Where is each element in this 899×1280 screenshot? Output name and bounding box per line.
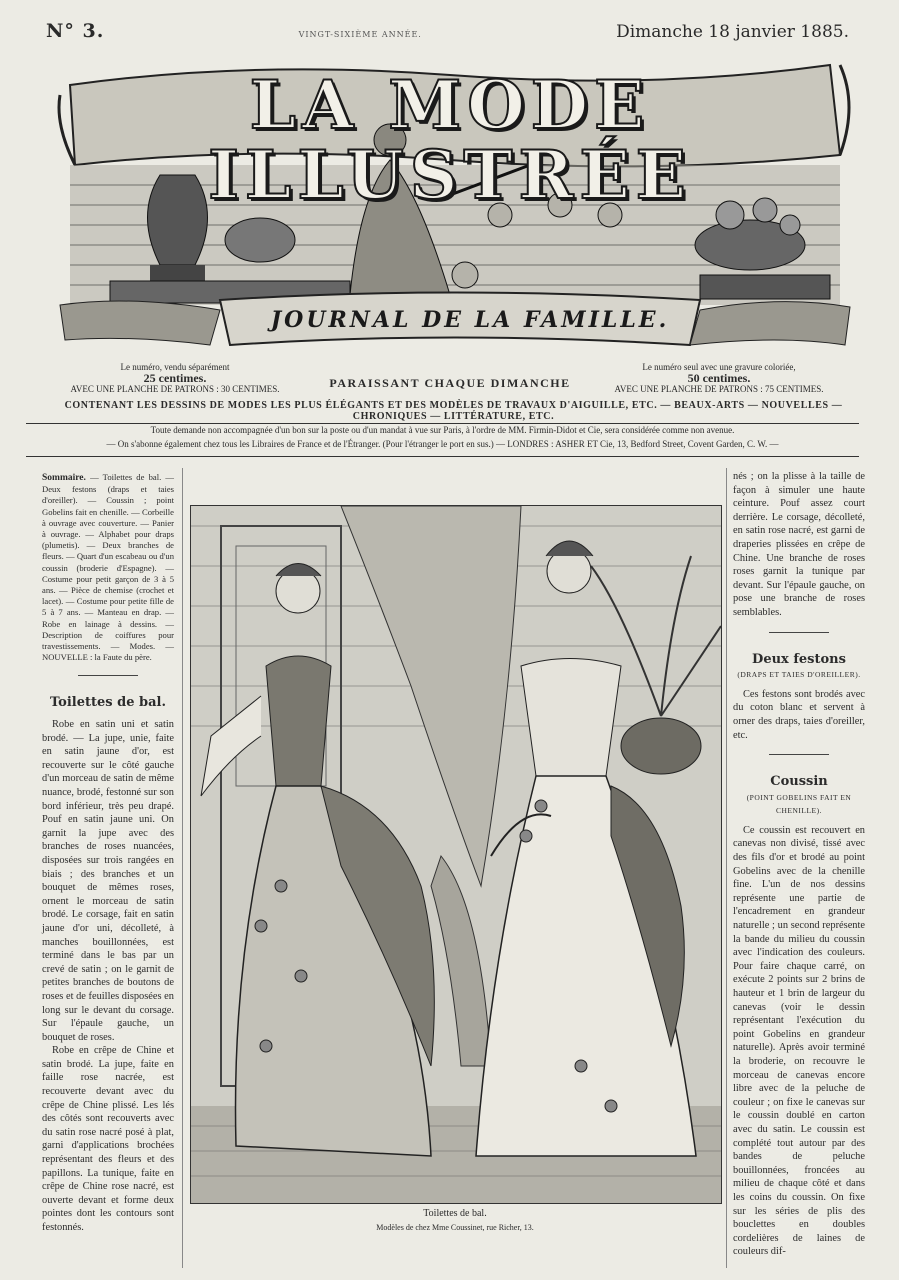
masthead-title: LA MODE ILLUSTRÉE	[208, 66, 692, 214]
left-column	[42, 472, 174, 1235]
issue-date: Dimanche 18 janvier 1885.	[616, 22, 849, 42]
plate-credit: Modèles de chez Mme Coussinet, rue Richer, 13.	[376, 1223, 534, 1232]
article-paragraph: nés ; on la plisse à la taille de façon à simuler une haute ceinture. Pouf assez court derrière. Le corsage, décolleté, en satin rose nacré, est garni de draperies plissées en crêpe de Chine. Une branche de roses roses garnit la tunique par devant. Sur l'épaule gauche, on pose une branche de roses semblables.	[733, 471, 865, 618]
price-band	[30, 362, 859, 420]
price-right-line3: AVEC UNE PLANCHE DE PATRONS : 75 CENTIMES.	[614, 384, 824, 394]
sommaire-text: — Toilettes de bal. — Deux festons (draps et taies d'oreiller). — Coussin ; point Gobelins fait en chenille. — Corbeille à ouvrage avec couverture. — Panier à ouvrage. — Alphabet pour draps (plumetis). — Deux branches de fleurs. — Quart d'un escabeau ou d'un coussin (broderie d'Espagne). — Costume pour petit garçon de 3 à 5 ans. — Pièce de chemise (crochet et lacet). — Costume pour petite fille de 5 à 7 ans. — Manteau en drap. — Robe en lainage à dessins. — Description de coiffures pour travestissements. — Modes. — NOUVELLE : la Faute du père.	[42, 472, 174, 663]
divider-rule	[26, 456, 859, 457]
sommaire	[42, 472, 174, 663]
article-paragraph: Ce coussin est recouvert en canevas non divisé, tissé avec des fils d'or et brodé au point Gobelins avec de la chenille fine. L'un de nos dessins représente une partie de l'encadrement en grandeur naturelle ; un second représente la bande du milieu du coussin avec l'indication des couleurs. Pour faire chaque carré, on exécute 2 points sur 2 brins de hauteur et 1 brin de largeur du canevas (voir le dessin représentant l'exécution du point Gobelins en grandeur naturelle). Après avoir terminé la broderie, on recouvre le morceau de canevas encore libre avec de la peluche de couleur ; on fixe le canevas sur le coussin doublé en carton avec du satin. Le coussin est complété tout autour par des bandes de peluche bouillonnées, froncées au milieu de chaque côté et dans les coins du coussin. On fixe sur les séries de plis des bouclettes en doubles cordelières de laines de couleurs dif-	[733, 824, 865, 1258]
publication-frequency: PARAISSANT CHAQUE DIMANCHE	[329, 376, 571, 390]
section-separator	[78, 675, 138, 676]
header-line	[46, 20, 849, 42]
price-right-amount: 50 centimes.	[687, 371, 751, 385]
article-paragraph: Robe en crêpe de Chine et satin brodé. La jupe, faite en faille rose nacrée, est recouverte devant avec du crêpe de Chine plissé. Les lés des côtés sont recouverts avec du satin rose nacré posé à plat, garni d'applications brochées représentant des fleurs et des papillons. La tunique, faite en crêpe de Chine rose nacré, est ouverte devant et forme deux pointes dont les contours sont festonnés.	[42, 1045, 174, 1234]
right-column	[733, 470, 865, 1259]
price-left-line3: AVEC UNE PLANCHE DE PATRONS : 30 CENTIMES.	[70, 384, 280, 394]
notice-line-1: Toute demande non accompagnée d'un bon sur la poste ou d'un mandat à vue sur Paris, à l'ordre de MM. Firmin-Didot et Cie, sera considérée comme non avenue.	[150, 425, 735, 435]
fashion-plate-engraving	[191, 506, 721, 1203]
price-left-line1: Le numéro, vendu séparément	[120, 362, 230, 372]
section-separator	[769, 632, 829, 633]
price-left-amount: 25 centimes.	[143, 371, 207, 385]
section-title-coussin: Coussin	[770, 774, 828, 790]
price-right-line1: Le numéro seul avec une gravure coloriée,	[642, 362, 796, 372]
section-title-festons: Deux festons	[752, 651, 846, 667]
plate-caption	[190, 1208, 720, 1232]
volume-year: VINGT-SIXIÈME ANNÉE.	[298, 30, 422, 39]
masthead	[50, 45, 862, 355]
contents-line: CONTENANT LES DESSINS DE MODES LES PLUS ÉLÉGANTS ET DES MODÈLES DE TRAVAUX D'AIGUILLE, ETC. — BEAUX-ARTS — NOUVELLES — CHRONIQUES — LITTÉRATURE, ETC.	[64, 400, 843, 422]
section-subtitle-festons: (DRAPS ET TAIES D'OREILLER).	[737, 670, 861, 680]
issue-number: N° 3.	[46, 20, 105, 42]
section-separator	[769, 754, 829, 755]
section-title-toilettes: Toilettes de bal.	[50, 695, 166, 711]
plate-title: Toilettes de bal.	[423, 1208, 487, 1219]
divider-rule	[26, 423, 859, 424]
sommaire-label: Sommaire.	[42, 473, 86, 483]
article-paragraph: Ces festons sont brodés avec du coton blanc et servent à orner des draps, taies d'oreiller, etc.	[733, 688, 865, 741]
fashion-plate-illustration	[190, 505, 722, 1204]
column-divider	[726, 468, 727, 1268]
notice-line-2: — On s'abonne également chez tous les Libraires de France et de l'Étranger. (Pour l'étranger le port en sus.) — LONDRES : ASHER ET Cie, 13, Bedford Street, Covent Garden, C. W. —	[106, 439, 779, 449]
price-right	[599, 362, 839, 395]
price-left	[60, 362, 290, 395]
masthead-subtitle: JOURNAL DE LA FAMILLE.	[270, 307, 670, 333]
section-subtitle-coussin: (POINT GOBELINS FAIT EN CHENILLE).	[746, 792, 852, 816]
article-paragraph: Robe en satin uni et satin brodé. — La jupe, unie, faite en satin jaune d'or, est recouverte sur le côté gauche d'un morceau de satin de même nuance, brodé, festonné sur son bord inférieur, très peu drapé. Pouf en satin jaune uni. On garnit la jupe avec des branches de roses nuancées, disposées sur trois rangées en biais ; des branches et un bouquet de mêmes roses, ornent le morceau de satin brodé. Le corsage, fait en satin jaune d'or uni, décolleté, à manches bouillonnées, est terminé dans le bas par un crevé de satin ; on le garnit de petites branches de boutons de roses et de feuilles disposées en long sur le devant du corsage. Sur l'épaule gauche, un bouquet de roses.	[42, 719, 174, 1043]
column-divider	[182, 468, 183, 1268]
